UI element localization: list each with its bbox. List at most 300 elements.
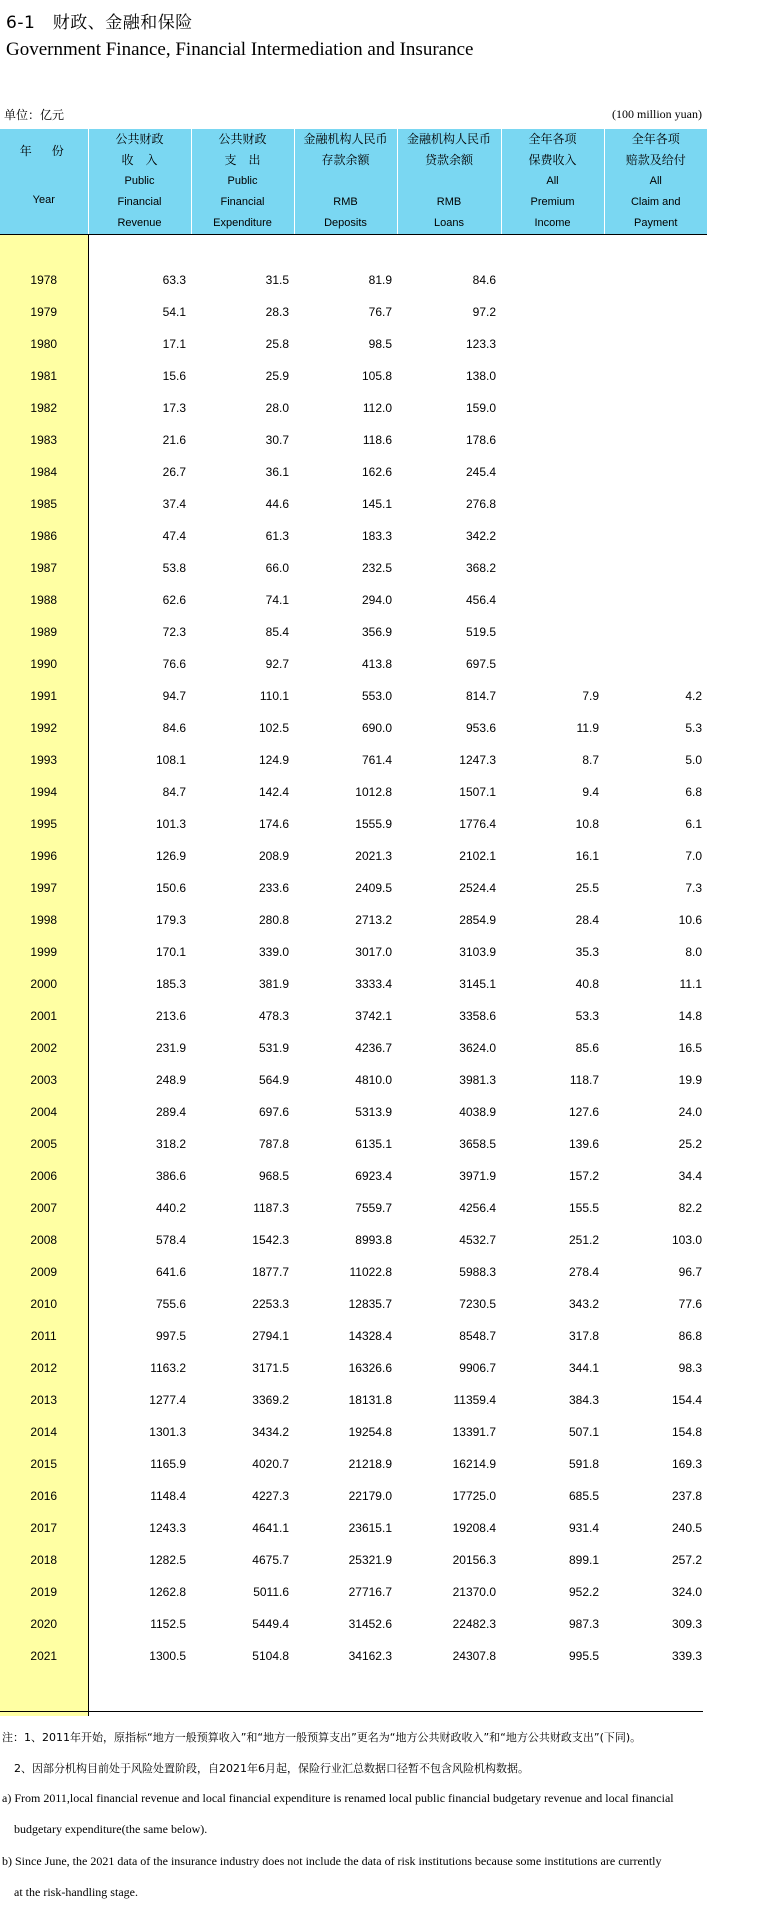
- value-cell: 154.4: [671, 1393, 702, 1407]
- value-cell: 578.4: [155, 1233, 186, 1247]
- table-cell: [88, 1672, 191, 1716]
- column-header-cn: 赔款及给付: [625, 153, 686, 167]
- year-cell: 1981: [0, 360, 88, 392]
- value-cell: 61.3: [265, 529, 289, 543]
- finance-statistics-table: [0, 129, 707, 1716]
- column-header-en: Public: [227, 175, 258, 187]
- value-cell: 952.2: [568, 1585, 599, 1599]
- table-cell: [397, 235, 501, 265]
- value-cell: 553.0: [361, 689, 392, 703]
- column-header-en: Financial: [220, 196, 265, 208]
- value-cell: 4.2: [685, 689, 702, 703]
- value-cell: 13391.7: [452, 1425, 496, 1439]
- value-cell: 170.1: [155, 945, 186, 959]
- value-cell: 339.3: [671, 1649, 702, 1663]
- year-cell: 2017: [0, 1512, 88, 1544]
- value-cell: 1277.4: [149, 1393, 186, 1407]
- value-cell: [501, 392, 604, 424]
- value-cell: 3971.9: [459, 1169, 496, 1183]
- table-row: [0, 1224, 707, 1256]
- value-cell: 84.7: [162, 785, 186, 799]
- value-cell: 169.3: [671, 1457, 702, 1471]
- column-header-en: Year: [32, 194, 55, 206]
- value-cell: 25.9: [265, 369, 289, 383]
- table-body: [0, 235, 707, 1717]
- year-cell: 2006: [0, 1160, 88, 1192]
- value-cell: 1187.3: [253, 1201, 289, 1215]
- column-header-en: Loans: [434, 217, 464, 229]
- value-cell: 3369.2: [252, 1393, 289, 1407]
- value-cell: 507.1: [568, 1425, 599, 1439]
- table-row: [0, 712, 707, 744]
- value-cell: 6923.4: [355, 1169, 392, 1183]
- value-cell: 968.5: [258, 1169, 289, 1183]
- table-row: [0, 1512, 707, 1544]
- table-row: [0, 648, 707, 680]
- value-cell: 2713.2: [355, 913, 392, 927]
- value-cell: 8.7: [582, 753, 599, 767]
- year-cell: 2001: [0, 1000, 88, 1032]
- value-cell: 384.3: [568, 1393, 599, 1407]
- year-cell: 1994: [0, 776, 88, 808]
- value-cell: 105.8: [361, 369, 392, 383]
- value-cell: 16326.6: [348, 1361, 392, 1375]
- year-cell: 1988: [0, 584, 88, 616]
- value-cell: 4675.7: [252, 1553, 289, 1567]
- value-cell: 3658.5: [459, 1137, 496, 1151]
- value-cell: 2524.4: [459, 881, 496, 895]
- table-row: [0, 552, 707, 584]
- value-cell: 123.3: [465, 337, 496, 351]
- value-cell: 3333.4: [355, 977, 392, 991]
- value-cell: 1301.3: [149, 1425, 186, 1439]
- table-row: [0, 1384, 707, 1416]
- value-cell: 294.0: [361, 593, 392, 607]
- table-row: [0, 1576, 707, 1608]
- column-header-en: All: [546, 175, 559, 187]
- year-cell: 2012: [0, 1352, 88, 1384]
- value-cell: 185.3: [155, 977, 186, 991]
- value-cell: 25.5: [575, 881, 599, 895]
- value-cell: 690.0: [361, 721, 392, 735]
- value-cell: 641.6: [155, 1265, 186, 1279]
- table-row: [0, 328, 707, 360]
- value-cell: 23615.1: [348, 1521, 392, 1535]
- value-cell: 26.7: [162, 465, 186, 479]
- table-row: [0, 488, 707, 520]
- table-cell: [191, 235, 294, 265]
- value-cell: 413.8: [361, 657, 392, 671]
- value-cell: 317.8: [568, 1329, 599, 1343]
- page-title-english: Government Finance, Financial Intermediation and Insurance: [6, 39, 474, 60]
- header-spacer: [398, 171, 501, 192]
- value-cell: 440.2: [155, 1201, 186, 1215]
- table-row: [0, 872, 707, 904]
- value-cell: 814.7: [465, 689, 496, 703]
- value-cell: [604, 552, 707, 584]
- column-header-en: Public: [124, 175, 155, 187]
- table-row: [0, 1352, 707, 1384]
- table-cell: [0, 1672, 88, 1716]
- value-cell: 3434.2: [252, 1425, 289, 1439]
- year-cell: 2021: [0, 1640, 88, 1672]
- value-cell: [501, 456, 604, 488]
- value-cell: 4532.7: [459, 1233, 496, 1247]
- value-cell: [604, 424, 707, 456]
- value-cell: 66.0: [265, 561, 289, 575]
- column-header-en: Income: [534, 217, 571, 229]
- year-cell: 2009: [0, 1256, 88, 1288]
- year-cell: 1996: [0, 840, 88, 872]
- value-cell: [501, 328, 604, 360]
- value-cell: 5011.6: [253, 1585, 289, 1599]
- value-cell: 4641.1: [252, 1521, 289, 1535]
- value-cell: 84.6: [162, 721, 186, 735]
- value-cell: [604, 456, 707, 488]
- value-cell: 145.1: [361, 497, 392, 511]
- year-cell: 1995: [0, 808, 88, 840]
- value-cell: 697.5: [465, 657, 496, 671]
- year-cell: 1978: [0, 264, 88, 296]
- table-cell: [604, 1672, 707, 1716]
- year-cell: 1983: [0, 424, 88, 456]
- year-cell: 1990: [0, 648, 88, 680]
- value-cell: [501, 616, 604, 648]
- value-cell: 14328.4: [348, 1329, 392, 1343]
- value-cell: 62.6: [162, 593, 186, 607]
- table-row: [0, 968, 707, 1000]
- value-cell: 1282.5: [149, 1553, 186, 1567]
- value-cell: 4227.3: [252, 1489, 289, 1503]
- table-row: [0, 680, 707, 712]
- column-header-6: [604, 129, 707, 235]
- value-cell: 280.8: [258, 913, 289, 927]
- value-cell: 31452.6: [348, 1617, 392, 1631]
- column-header-cn: 贷款余额: [424, 153, 473, 167]
- value-cell: 4256.4: [459, 1201, 496, 1215]
- table-row: [0, 1320, 707, 1352]
- value-cell: 6135.1: [355, 1137, 392, 1151]
- value-cell: [501, 296, 604, 328]
- table-row: [0, 936, 707, 968]
- value-cell: 231.9: [155, 1041, 186, 1055]
- value-cell: [604, 648, 707, 680]
- value-cell: 84.6: [472, 273, 496, 287]
- value-cell: 7230.5: [459, 1297, 496, 1311]
- value-cell: 24307.8: [452, 1649, 496, 1663]
- year-cell: 1997: [0, 872, 88, 904]
- column-header-en: Payment: [634, 217, 678, 229]
- column-header-cn: 金融机构人民币: [406, 132, 491, 146]
- table-row: [0, 456, 707, 488]
- value-cell: 344.1: [568, 1361, 599, 1375]
- year-cell: 2013: [0, 1384, 88, 1416]
- value-cell: 25.8: [265, 337, 289, 351]
- value-cell: [501, 520, 604, 552]
- value-cell: 76.7: [368, 305, 392, 319]
- column-header-cn: 年 份: [19, 144, 68, 158]
- value-cell: 110.1: [259, 689, 289, 703]
- value-cell: 17.1: [162, 337, 186, 351]
- value-cell: 257.2: [671, 1553, 702, 1567]
- value-cell: 53.8: [162, 561, 186, 575]
- value-cell: 3742.1: [355, 1009, 392, 1023]
- column-header-en: RMB: [436, 196, 462, 208]
- note-cn-1: 注：1、2011年开始，原指标“地方一般预算收入”和“地方一般预算支出”更名为“地方公共财政收入”和“地方公共财政支出”(下同)。: [2, 1731, 642, 1744]
- year-cell: 2004: [0, 1096, 88, 1128]
- value-cell: 5988.3: [459, 1265, 496, 1279]
- value-cell: 101.3: [155, 817, 186, 831]
- value-cell: 124.9: [258, 753, 289, 767]
- year-cell: 1991: [0, 680, 88, 712]
- value-cell: [501, 648, 604, 680]
- value-cell: 2409.5: [355, 881, 392, 895]
- value-cell: 28.0: [265, 401, 289, 415]
- table-row: [0, 1288, 707, 1320]
- column-header-en: Claim and: [630, 196, 681, 208]
- table-cell: [397, 1672, 501, 1716]
- year-cell: 1987: [0, 552, 88, 584]
- table-row: [0, 776, 707, 808]
- year-cell: 2002: [0, 1032, 88, 1064]
- value-cell: 98.5: [368, 337, 392, 351]
- value-cell: 8993.8: [355, 1233, 392, 1247]
- value-cell: 237.8: [671, 1489, 702, 1503]
- value-cell: 456.4: [465, 593, 496, 607]
- table-row: [0, 296, 707, 328]
- year-cell: 1998: [0, 904, 88, 936]
- value-cell: 4236.7: [355, 1041, 392, 1055]
- value-cell: 7.0: [685, 849, 702, 863]
- column-header-5: [501, 129, 604, 235]
- value-cell: 953.6: [465, 721, 496, 735]
- value-cell: 5313.9: [355, 1105, 392, 1119]
- value-cell: 47.4: [162, 529, 186, 543]
- year-cell: 1982: [0, 392, 88, 424]
- value-cell: 11.9: [576, 721, 599, 735]
- value-cell: 16.5: [678, 1041, 702, 1055]
- column-header-en: Premium: [530, 196, 575, 208]
- value-cell: 761.4: [361, 753, 392, 767]
- value-cell: 44.6: [265, 497, 289, 511]
- value-cell: [604, 296, 707, 328]
- value-cell: 19.9: [678, 1073, 702, 1087]
- value-cell: 35.3: [575, 945, 599, 959]
- value-cell: 2021.3: [355, 849, 392, 863]
- year-cell: 1979: [0, 296, 88, 328]
- value-cell: 251.2: [568, 1233, 599, 1247]
- column-header-cn: 保费收入: [528, 153, 577, 167]
- value-cell: 5104.8: [252, 1649, 289, 1663]
- table-cell: [88, 235, 191, 265]
- value-cell: 127.6: [568, 1105, 599, 1119]
- value-cell: 14.8: [678, 1009, 702, 1023]
- value-cell: 519.5: [465, 625, 496, 639]
- value-cell: 63.3: [162, 273, 186, 287]
- note-en-b-line1: b) Since June, the 2021 data of the insurance industry does not include the data of risk institutions because some institutions are currently: [2, 1854, 662, 1868]
- table-row: [0, 392, 707, 424]
- value-cell: 368.2: [465, 561, 496, 575]
- value-cell: 11022.8: [349, 1265, 392, 1279]
- value-cell: 178.6: [465, 433, 496, 447]
- column-header-4: [397, 129, 501, 235]
- table-row: [0, 808, 707, 840]
- column-header-en: RMB: [333, 196, 358, 208]
- value-cell: 22482.3: [452, 1617, 496, 1631]
- table-cell: [294, 235, 397, 265]
- value-cell: 34162.3: [348, 1649, 392, 1663]
- value-cell: 162.6: [361, 465, 392, 479]
- value-cell: 1776.4: [459, 817, 496, 831]
- value-cell: 82.2: [678, 1201, 702, 1215]
- table-row: [0, 1256, 707, 1288]
- value-cell: 6.8: [685, 785, 702, 799]
- column-header-cn: 支 出: [224, 153, 261, 167]
- year-cell: 2014: [0, 1416, 88, 1448]
- year-cell: 2010: [0, 1288, 88, 1320]
- year-cell: 1993: [0, 744, 88, 776]
- value-cell: 343.2: [568, 1297, 599, 1311]
- table-bottom-rule: [0, 1711, 703, 1712]
- value-cell: 356.9: [361, 625, 392, 639]
- value-cell: 245.4: [465, 465, 496, 479]
- value-cell: 81.9: [368, 273, 392, 287]
- value-cell: 7.9: [582, 689, 599, 703]
- value-cell: 126.9: [155, 849, 186, 863]
- value-cell: 179.3: [155, 913, 186, 927]
- column-header-cn: 收 入: [121, 153, 158, 167]
- column-header-cn: 全年各项: [631, 132, 680, 146]
- value-cell: 1152.5: [150, 1617, 186, 1631]
- value-cell: 24.0: [678, 1105, 702, 1119]
- table-row: [0, 1640, 707, 1672]
- value-cell: 30.7: [265, 433, 289, 447]
- value-cell: 11.1: [679, 977, 702, 991]
- value-cell: 318.2: [155, 1137, 186, 1151]
- year-cell: 2007: [0, 1192, 88, 1224]
- value-cell: [501, 552, 604, 584]
- value-cell: 174.6: [258, 817, 289, 831]
- value-cell: 27716.7: [348, 1585, 392, 1599]
- table-row: [0, 520, 707, 552]
- value-cell: 157.2: [568, 1169, 599, 1183]
- column-header-en: Revenue: [117, 217, 162, 229]
- value-cell: [604, 488, 707, 520]
- value-cell: 10.6: [678, 913, 702, 927]
- value-cell: 21370.0: [452, 1585, 496, 1599]
- value-cell: [604, 360, 707, 392]
- value-cell: 10.8: [575, 817, 599, 831]
- value-cell: 7.3: [685, 881, 702, 895]
- value-cell: 53.3: [575, 1009, 599, 1023]
- column-header-en: Expenditure: [213, 217, 272, 229]
- year-cell: 1984: [0, 456, 88, 488]
- column-header-cn: 金融机构人民币: [303, 132, 388, 146]
- value-cell: 85.6: [575, 1041, 599, 1055]
- table-row: [0, 1096, 707, 1128]
- value-cell: 19254.8: [348, 1425, 392, 1439]
- value-cell: 3171.5: [252, 1361, 289, 1375]
- value-cell: [604, 392, 707, 424]
- value-cell: 1877.7: [252, 1265, 289, 1279]
- value-cell: 309.3: [671, 1617, 702, 1631]
- value-cell: 6.1: [685, 817, 702, 831]
- value-cell: 37.4: [162, 497, 186, 511]
- year-cell: 1999: [0, 936, 88, 968]
- value-cell: 118.7: [569, 1073, 599, 1087]
- value-cell: 1555.9: [355, 817, 392, 831]
- value-cell: 339.0: [258, 945, 289, 959]
- year-cell: 1986: [0, 520, 88, 552]
- value-cell: 2854.9: [459, 913, 496, 927]
- value-cell: 685.5: [568, 1489, 599, 1503]
- value-cell: 142.4: [258, 785, 289, 799]
- value-cell: 72.3: [162, 625, 186, 639]
- table-row: [0, 584, 707, 616]
- table-row: [0, 1160, 707, 1192]
- value-cell: 5.0: [685, 753, 702, 767]
- table-row: [0, 1448, 707, 1480]
- value-cell: 112.0: [362, 401, 392, 415]
- value-cell: 77.6: [678, 1297, 702, 1311]
- value-cell: 289.4: [155, 1105, 186, 1119]
- column-header-2: [191, 129, 294, 235]
- value-cell: 20156.3: [452, 1553, 496, 1567]
- value-cell: 276.8: [465, 497, 496, 511]
- table-row: [0, 1416, 707, 1448]
- value-cell: 381.9: [258, 977, 289, 991]
- value-cell: 15.6: [162, 369, 186, 383]
- value-cell: 97.2: [472, 305, 496, 319]
- value-cell: 478.3: [258, 1009, 289, 1023]
- value-cell: 4038.9: [459, 1105, 496, 1119]
- value-cell: 21218.9: [348, 1457, 392, 1471]
- value-cell: 248.9: [155, 1073, 186, 1087]
- value-cell: 17725.0: [452, 1489, 496, 1503]
- value-cell: 154.8: [671, 1425, 702, 1439]
- value-cell: 564.9: [258, 1073, 289, 1087]
- year-cell: 2018: [0, 1544, 88, 1576]
- table-row: [0, 1608, 707, 1640]
- value-cell: 997.5: [155, 1329, 186, 1343]
- value-cell: 31.5: [265, 273, 289, 287]
- value-cell: [604, 328, 707, 360]
- table-header-row: [0, 129, 707, 235]
- value-cell: 995.5: [568, 1649, 599, 1663]
- table-cell: [501, 235, 604, 265]
- value-cell: 183.3: [361, 529, 392, 543]
- value-cell: 3103.9: [459, 945, 496, 959]
- value-cell: 34.4: [678, 1169, 702, 1183]
- table-row: [0, 1032, 707, 1064]
- value-cell: 987.3: [568, 1617, 599, 1631]
- value-cell: 18131.8: [348, 1393, 392, 1407]
- column-header-en: Financial: [117, 196, 162, 208]
- value-cell: 1012.8: [355, 785, 392, 799]
- value-cell: 1542.3: [252, 1233, 289, 1247]
- unit-label-english: (100 million yuan): [612, 107, 702, 121]
- value-cell: 22179.0: [348, 1489, 392, 1503]
- value-cell: 278.4: [568, 1265, 599, 1279]
- value-cell: 92.7: [265, 657, 289, 671]
- value-cell: 86.8: [678, 1329, 702, 1343]
- value-cell: 16.1: [575, 849, 599, 863]
- year-cell: 2011: [0, 1320, 88, 1352]
- year-cell: 1992: [0, 712, 88, 744]
- value-cell: 108.1: [155, 753, 186, 767]
- value-cell: 213.6: [155, 1009, 186, 1023]
- year-cell: 1989: [0, 616, 88, 648]
